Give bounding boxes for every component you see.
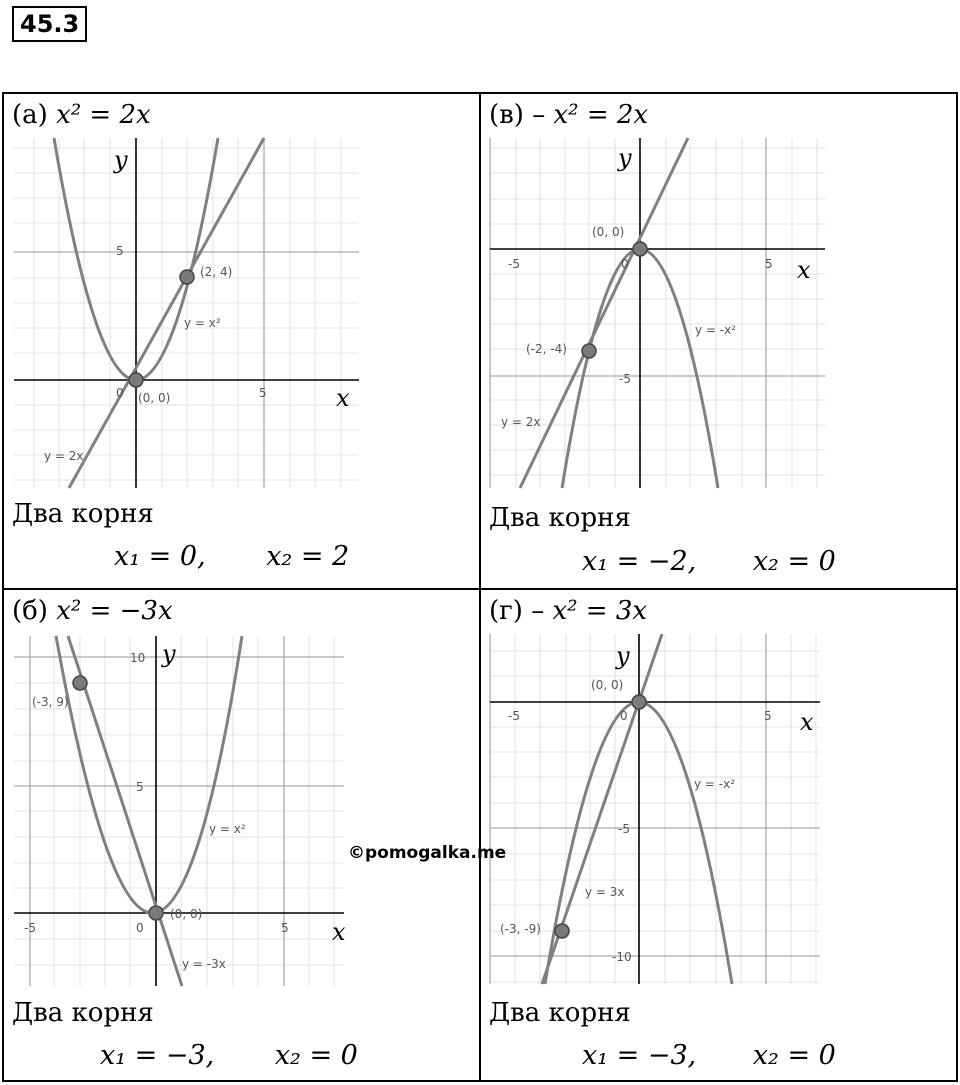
tick-v-x5: 5 bbox=[765, 257, 773, 271]
roots-label-b: Два корня bbox=[12, 998, 154, 1028]
tick-g-yneg10: -10 bbox=[612, 950, 632, 964]
point-v-1-label: (0, 0) bbox=[592, 225, 625, 239]
roots-v bbox=[582, 546, 836, 577]
grid-v bbox=[490, 138, 825, 488]
root-v-1: x₁ = −2, bbox=[582, 546, 697, 577]
tick-b-x5: 5 bbox=[281, 921, 289, 935]
watermark: ©pomogalka.me bbox=[348, 843, 507, 863]
root-v-2: x₂ = 0 bbox=[752, 546, 836, 577]
problem-number: 45.3 bbox=[12, 6, 87, 42]
heading-g-label: (г) bbox=[489, 596, 523, 626]
point-b-1 bbox=[73, 676, 87, 690]
curve-g-label: y = -x² bbox=[694, 777, 736, 791]
tick-v-xneg5: -5 bbox=[508, 257, 520, 271]
curve-v-label: y = -x² bbox=[695, 323, 737, 337]
roots-label-a: Два корня bbox=[12, 499, 154, 529]
heading-v-label: (в) bbox=[489, 100, 524, 130]
heading-g-equation: – x² = 3x bbox=[531, 596, 648, 626]
root-b-1: x₁ = −3, bbox=[100, 1040, 215, 1071]
roots-label-v: Два корня bbox=[489, 503, 631, 533]
point-g-1-label: (0, 0) bbox=[591, 678, 624, 692]
line-v bbox=[520, 138, 688, 488]
heading-v-equation: – x² = 2x bbox=[532, 100, 649, 130]
point-g-1 bbox=[632, 695, 646, 709]
line-g-label: y = 3x bbox=[585, 885, 625, 899]
grid-a bbox=[14, 138, 359, 488]
heading-v bbox=[489, 100, 648, 130]
plot-a bbox=[14, 138, 359, 488]
point-g-2 bbox=[555, 924, 569, 938]
roots-b bbox=[100, 1040, 358, 1071]
curve-a-label: y = x² bbox=[184, 316, 221, 330]
roots-label-g: Два корня bbox=[489, 998, 631, 1028]
point-g-2-label: (-3, -9) bbox=[500, 922, 541, 936]
point-v-1 bbox=[633, 242, 647, 256]
y-axis-v-label: y bbox=[618, 144, 632, 172]
point-a-2-label: (2, 4) bbox=[200, 265, 233, 279]
origin-a: 0 bbox=[116, 386, 124, 400]
heading-a-equation: x² = 2x bbox=[56, 100, 151, 130]
origin-b: 0 bbox=[136, 921, 144, 935]
roots-g bbox=[582, 1040, 836, 1071]
tick-g-yneg5: -5 bbox=[618, 822, 630, 836]
plot-g bbox=[490, 634, 820, 984]
tick-b-y5: 5 bbox=[136, 780, 144, 794]
tick-g-xneg5: -5 bbox=[508, 709, 520, 723]
line-v-label: y = 2x bbox=[501, 415, 541, 429]
point-v-2 bbox=[582, 344, 596, 358]
root-a-2: x₂ = 2 bbox=[266, 541, 350, 572]
x-axis-a-label: x bbox=[336, 384, 350, 412]
point-v-2-label: (-2, -4) bbox=[526, 342, 567, 356]
tick-b-y10: 10 bbox=[130, 651, 146, 665]
tick-a-x5: 5 bbox=[259, 386, 267, 400]
root-a-1: x₁ = 0, bbox=[114, 541, 206, 572]
tick-v-yneg5: -5 bbox=[619, 372, 631, 386]
table-divider-vertical bbox=[479, 92, 481, 1082]
y-axis-g-label: y bbox=[616, 642, 630, 670]
curve-b-label: y = x² bbox=[209, 822, 246, 836]
heading-a bbox=[12, 100, 151, 130]
point-a-1-label: (0, 0) bbox=[138, 391, 171, 405]
tick-b-xneg5: -5 bbox=[24, 921, 36, 935]
x-axis-b-label: x bbox=[332, 918, 346, 946]
point-b-2 bbox=[149, 906, 163, 920]
x-axis-v-label: x bbox=[797, 256, 811, 284]
line-a bbox=[69, 138, 264, 488]
point-b-1-label: (-3, 9) bbox=[32, 695, 69, 709]
heading-b bbox=[12, 596, 173, 626]
heading-b-equation: x² = −3x bbox=[56, 596, 173, 626]
plot-v bbox=[490, 138, 825, 488]
tick-a-y5: 5 bbox=[116, 244, 124, 258]
y-axis-b-label: y bbox=[162, 640, 176, 668]
tick-g-x5: 5 bbox=[764, 709, 772, 723]
heading-b-label: (б) bbox=[12, 596, 48, 626]
origin-v: 0 bbox=[621, 257, 629, 271]
point-b-2-label: (0, 0) bbox=[170, 907, 203, 921]
line-a-label: y = 2x bbox=[44, 449, 84, 463]
roots-a bbox=[114, 541, 349, 572]
table-divider-horizontal bbox=[2, 588, 958, 590]
heading-g bbox=[489, 596, 647, 626]
point-a-1 bbox=[129, 373, 143, 387]
point-a-2 bbox=[180, 270, 194, 284]
x-axis-g-label: x bbox=[800, 708, 814, 736]
origin-g: 0 bbox=[620, 709, 628, 723]
root-b-2: x₂ = 0 bbox=[274, 1040, 358, 1071]
heading-a-label: (а) bbox=[12, 100, 48, 130]
root-g-2: x₂ = 0 bbox=[752, 1040, 836, 1071]
grid-b bbox=[14, 636, 344, 986]
plot-b bbox=[14, 636, 344, 986]
line-b-label: y = -3x bbox=[182, 957, 226, 971]
y-axis-a-label: y bbox=[114, 146, 128, 174]
root-g-1: x₁ = −3, bbox=[582, 1040, 697, 1071]
